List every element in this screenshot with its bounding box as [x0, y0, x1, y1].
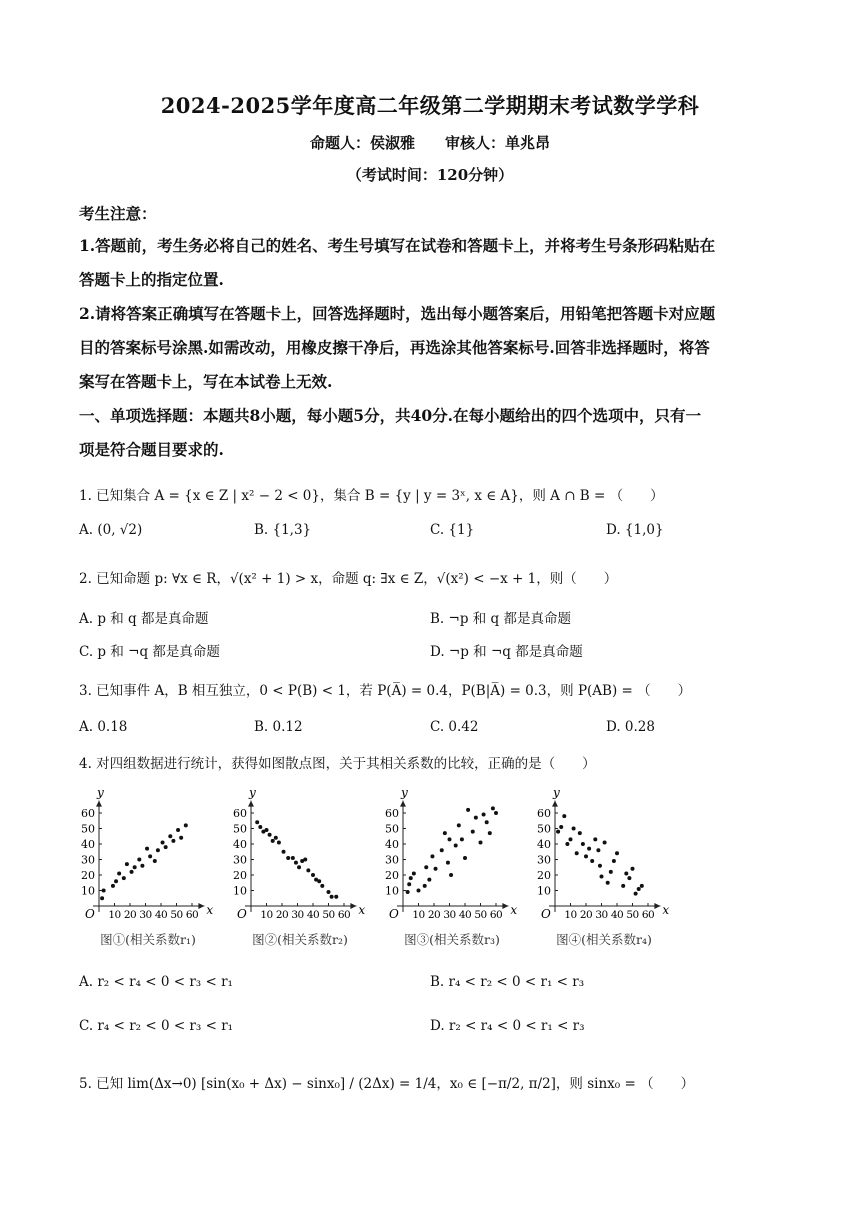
scatter-point-2	[330, 895, 334, 899]
scatter-point-3	[474, 816, 478, 820]
scatter-point-4	[562, 814, 566, 818]
scatter-point-1	[156, 848, 160, 852]
y-tick-label-2: 40	[233, 838, 247, 851]
scatter-point-4	[634, 892, 638, 896]
scatter-point-1	[117, 871, 121, 875]
scatter-point-4	[593, 837, 597, 841]
x-tick-label-4: 40	[610, 909, 624, 921]
scatter-point-3	[482, 813, 486, 817]
scatter-point-4	[598, 864, 602, 868]
scatter-point-4	[565, 842, 569, 846]
x-tick-label-2: 50	[322, 909, 335, 921]
y-tick-label-3: 10	[385, 884, 399, 898]
question-4-option-a: A. r₂ < r₄ < 0 < r₃ < r₁	[79, 974, 233, 990]
exam-title: 2024-2025学年度高二年级第二学期期末考试数学学科	[160, 93, 700, 118]
x-tick-label-2: 60	[337, 909, 351, 921]
question-4-option-d: D. r₂ < r₄ < 0 < r₁ < r₃	[430, 1018, 585, 1034]
scatter-point-4	[624, 871, 628, 875]
scatter-point-1	[125, 862, 129, 866]
x-axis-label-1: x	[206, 903, 214, 917]
scatter-point-4	[606, 881, 610, 885]
exam-time: （考试时间：120分钟）	[346, 166, 514, 184]
y-tick-label-2: 60	[233, 807, 247, 820]
scatter-point-3	[454, 844, 458, 848]
question-3-option-d: D. 0.28	[606, 719, 655, 735]
y-tick-label-3: 40	[385, 838, 399, 851]
scatter-point-4	[572, 827, 576, 831]
y-tick-label-1: 20	[81, 869, 95, 882]
scatter-caption-4: 图④(相关系数r₄)	[556, 932, 652, 947]
scatter-point-4	[621, 884, 625, 888]
scatter-point-4	[587, 847, 591, 851]
scatter-point-1	[102, 889, 106, 893]
x-tick-label-2: 40	[306, 909, 320, 921]
y-tick-label-2: 10	[233, 884, 247, 898]
y-axis-label-4: y	[553, 785, 560, 800]
scatter-point-3	[427, 878, 431, 882]
scatter-point-3	[443, 831, 447, 835]
scatter-point-4	[615, 851, 619, 855]
scatter-point-1	[176, 828, 180, 832]
scatter-point-1	[148, 854, 152, 858]
scatter-point-3	[424, 865, 428, 869]
scatter-point-3	[494, 811, 498, 815]
y-tick-label-4: 60	[537, 807, 551, 820]
y-tick-label-4: 10	[537, 884, 551, 898]
scatter-point-2	[317, 879, 321, 883]
scatter-point-3	[423, 884, 427, 888]
x-tick-label-3: 40	[458, 909, 472, 921]
question-1-option-c: C. {1}	[430, 522, 475, 538]
x-tick-label-3: 20	[427, 909, 441, 921]
scatter-point-2	[282, 850, 286, 854]
y-axis-arrow-4	[552, 801, 558, 807]
notice-item1-line2: 答题卡上的指定位置.	[79, 270, 224, 289]
x-tick-label-3: 50	[474, 909, 487, 921]
scatter-point-2	[303, 858, 307, 862]
y-tick-label-3: 60	[385, 807, 399, 820]
scatter-point-4	[575, 851, 579, 855]
question-2-option-c: C. p 和 ¬q 都是真命题	[79, 644, 220, 660]
scatter-plots-svg	[70, 780, 850, 960]
scatter-point-1	[164, 845, 168, 849]
y-tick-label-4: 30	[537, 853, 551, 867]
scatter-point-1	[140, 864, 144, 868]
scatter-point-1	[171, 839, 175, 843]
scatter-point-1	[111, 884, 115, 888]
x-axis-arrow-4	[654, 903, 660, 909]
x-axis-label-2: x	[358, 903, 366, 917]
y-tick-label-1: 60	[81, 807, 95, 820]
x-axis-label-3: x	[510, 903, 518, 917]
x-tick-label-1: 10	[108, 909, 121, 921]
scatter-point-1	[114, 879, 118, 883]
scatter-point-4	[640, 884, 644, 888]
x-tick-label-4: 10	[564, 909, 577, 921]
question-2-option-b: B. ¬p 和 q 都是真命题	[430, 611, 571, 627]
x-axis-arrow-1	[198, 903, 204, 909]
question-1-stem: 1. 已知集合 A = {x ∈ Z | x² − 2 < 0}，集合 B = {y | y = 3ˣ, x ∈ A}，则 A ∩ B = （ ）	[79, 488, 664, 504]
y-tick-label-4: 50	[537, 822, 551, 836]
question-2-option-d: D. ¬p 和 ¬q 都是真命题	[430, 644, 583, 660]
origin-label-3: O	[389, 907, 399, 921]
scatter-point-3	[417, 889, 421, 893]
scatter-point-3	[488, 831, 492, 835]
scatter-point-3	[485, 820, 489, 824]
origin-label-4: O	[541, 907, 551, 921]
scatter-point-1	[161, 840, 165, 844]
scatter-point-3	[446, 861, 450, 865]
scatter-point-4	[637, 887, 641, 891]
scatter-point-3	[466, 808, 470, 812]
scatter-caption-1: 图①(相关系数r₁)	[100, 932, 196, 947]
y-tick-label-1: 10	[81, 884, 95, 898]
y-axis-label-3: y	[401, 785, 408, 800]
scatter-point-2	[286, 856, 290, 860]
scatter-point-3	[406, 890, 410, 894]
scatter-point-1	[153, 859, 157, 863]
x-tick-label-4: 30	[595, 909, 608, 921]
y-axis-arrow-2	[248, 801, 254, 807]
x-tick-label-3: 60	[489, 909, 503, 921]
notice-heading: 考生注意：	[79, 204, 157, 223]
scatter-point-2	[277, 840, 281, 844]
y-axis-label-1: y	[97, 785, 104, 800]
scatter-point-2	[291, 856, 295, 860]
x-tick-label-2: 20	[275, 909, 289, 921]
scatter-point-1	[137, 858, 141, 862]
y-axis-arrow-1	[96, 801, 102, 807]
y-tick-label-4: 40	[537, 838, 551, 851]
x-tick-label-4: 60	[641, 909, 655, 921]
scatter-point-1	[133, 865, 137, 869]
question-4-option-c: C. r₄ < r₂ < 0 < r₃ < r₁	[79, 1018, 234, 1034]
y-axis-label-2: y	[249, 785, 256, 800]
y-tick-label-2: 20	[233, 869, 247, 882]
scatter-point-3	[479, 840, 483, 844]
notice-item2-line2: 目的答案标号涂黑.如需改动，用橡皮擦干净后，再选涂其他答案标号.回答非选择题时，将答	[79, 338, 710, 357]
scatter-point-2	[265, 828, 269, 832]
scatter-point-4	[556, 830, 560, 834]
question-2-option-a: A. p 和 q 都是真命题	[79, 611, 209, 627]
question-4-option-b: B. r₄ < r₂ < 0 < r₁ < r₃	[430, 974, 585, 990]
x-axis-arrow-2	[350, 903, 356, 909]
x-tick-label-1: 30	[139, 909, 152, 921]
x-tick-label-3: 30	[443, 909, 456, 921]
exam-authors: 命题人：侯淑雅 审核人：单兆昂	[309, 134, 550, 152]
scatter-point-2	[311, 873, 315, 877]
scatter-caption-3: 图③(相关系数r₃)	[404, 932, 500, 947]
scatter-point-1	[122, 876, 126, 880]
scatter-point-3	[491, 806, 495, 810]
scatter-point-2	[268, 833, 272, 837]
scatter-point-4	[596, 848, 600, 852]
y-tick-label-1: 40	[81, 838, 95, 851]
x-tick-label-1: 50	[170, 909, 183, 921]
section1-line2: 项是符合题目要求的.	[79, 440, 224, 459]
section1-line1: 一、单项选择题：本题共8小题，每小题5分，共40分.在每小题给出的四个选项中，只有一	[79, 406, 702, 425]
scatter-point-2	[258, 825, 262, 829]
scatter-point-2	[294, 861, 298, 865]
question-3-option-c: C. 0.42	[430, 719, 479, 735]
x-tick-label-3: 10	[412, 909, 425, 921]
scatter-point-4	[627, 876, 631, 880]
scatter-point-3	[430, 854, 434, 858]
notice-item2-line1: 2.请将答案正确填写在答题卡上，回答选择题时，选出每小题答案后，用铅笔把答题卡对应题	[79, 304, 716, 323]
scatter-point-2	[274, 836, 278, 840]
x-tick-label-2: 10	[260, 909, 273, 921]
y-tick-label-2: 30	[233, 853, 247, 867]
x-axis-label-4: x	[662, 903, 670, 917]
scatter-point-2	[255, 820, 259, 824]
scatter-point-3	[440, 848, 444, 852]
y-tick-label-3: 30	[385, 853, 399, 867]
scatter-point-4	[631, 867, 635, 871]
scatter-point-2	[306, 868, 310, 872]
scatter-point-3	[434, 867, 438, 871]
x-tick-label-1: 20	[123, 909, 137, 921]
scatter-point-3	[407, 882, 411, 886]
y-tick-label-1: 50	[81, 822, 95, 836]
question-3-option-b: B. 0.12	[254, 719, 303, 735]
x-axis-arrow-3	[502, 903, 508, 909]
y-tick-label-3: 20	[385, 869, 399, 882]
origin-label-1: O	[85, 907, 95, 921]
scatter-point-3	[463, 856, 467, 860]
y-axis-arrow-3	[400, 801, 406, 807]
scatter-point-4	[569, 837, 573, 841]
scatter-caption-2: 图②(相关系数r₂)	[252, 932, 348, 947]
scatter-point-3	[412, 871, 416, 875]
question-3-stem: 3. 已知事件 A，B 相互独立，0 < P(B) < 1，若 P(A̅) = 0.4，P(B|A̅) = 0.3，则 P(AB) = （ ）	[79, 683, 692, 699]
scatter-point-3	[457, 823, 461, 827]
scatter-point-4	[600, 875, 604, 879]
scatter-point-3	[471, 830, 475, 834]
scatter-point-4	[584, 854, 588, 858]
scatter-point-2	[271, 839, 275, 843]
question-4-stem: 4. 对四组数据进行统计，获得如图散点图，关于其相关系数的比较，正确的是（ ）	[79, 756, 596, 772]
scatter-point-4	[612, 859, 616, 863]
scatter-point-1	[179, 836, 183, 840]
scatter-point-3	[448, 837, 452, 841]
scatter-point-1	[145, 847, 149, 851]
origin-label-2: O	[237, 907, 247, 921]
scatter-point-4	[581, 842, 585, 846]
scatter-point-3	[409, 876, 413, 880]
scatter-point-2	[297, 865, 301, 869]
scatter-point-4	[609, 870, 613, 874]
scatter-point-1	[100, 896, 104, 900]
scatter-point-4	[603, 840, 607, 844]
y-tick-label-4: 20	[537, 869, 551, 882]
notice-item2-line3: 案写在答题卡上，写在本试卷上无效.	[79, 372, 333, 391]
question-2-stem: 2. 已知命题 p: ∀x ∈ R，√(x² + 1) > x，命题 q: ∃x ∈ Z，√(x²) < −x + 1，则（ ）	[79, 571, 618, 587]
y-tick-label-2: 50	[233, 822, 247, 836]
scatter-point-2	[320, 884, 324, 888]
question-3-option-a: A. 0.18	[79, 719, 128, 735]
scatter-point-2	[334, 895, 338, 899]
scatter-point-4	[559, 825, 563, 829]
scatter-point-3	[449, 873, 453, 877]
scatter-point-3	[460, 837, 464, 841]
notice-item1-line1: 1.答题前，考生务必将自己的姓名、考生号填写在试卷和答题卡上，并将考生号条形码粘贴在	[79, 236, 716, 255]
y-tick-label-3: 50	[385, 822, 399, 836]
scatter-point-4	[590, 859, 594, 863]
y-tick-label-1: 30	[81, 853, 95, 867]
question-1-option-a: A. (0, √2)	[79, 522, 143, 538]
x-tick-label-4: 20	[579, 909, 593, 921]
scatter-point-2	[327, 890, 331, 894]
scatter-point-1	[184, 823, 188, 827]
x-tick-label-1: 40	[154, 909, 168, 921]
x-tick-label-1: 60	[185, 909, 199, 921]
question-1-option-d: D. {1,0}	[606, 522, 664, 538]
scatter-point-1	[130, 870, 134, 874]
question-5-stem: 5. 已知 lim(Δx→0) [sin(x₀ + Δx) − sinx₀] / (2Δx) = 1/4，x₀ ∈ [−π/2, π/2]，则 sinx₀ = （ ）	[79, 1076, 695, 1092]
scatter-point-1	[168, 834, 172, 838]
question-1-option-b: B. {1,3}	[254, 522, 312, 538]
scatter-point-4	[578, 831, 582, 835]
x-tick-label-4: 50	[626, 909, 639, 921]
x-tick-label-2: 30	[291, 909, 304, 921]
scatter-plots-panel	[70, 780, 850, 960]
